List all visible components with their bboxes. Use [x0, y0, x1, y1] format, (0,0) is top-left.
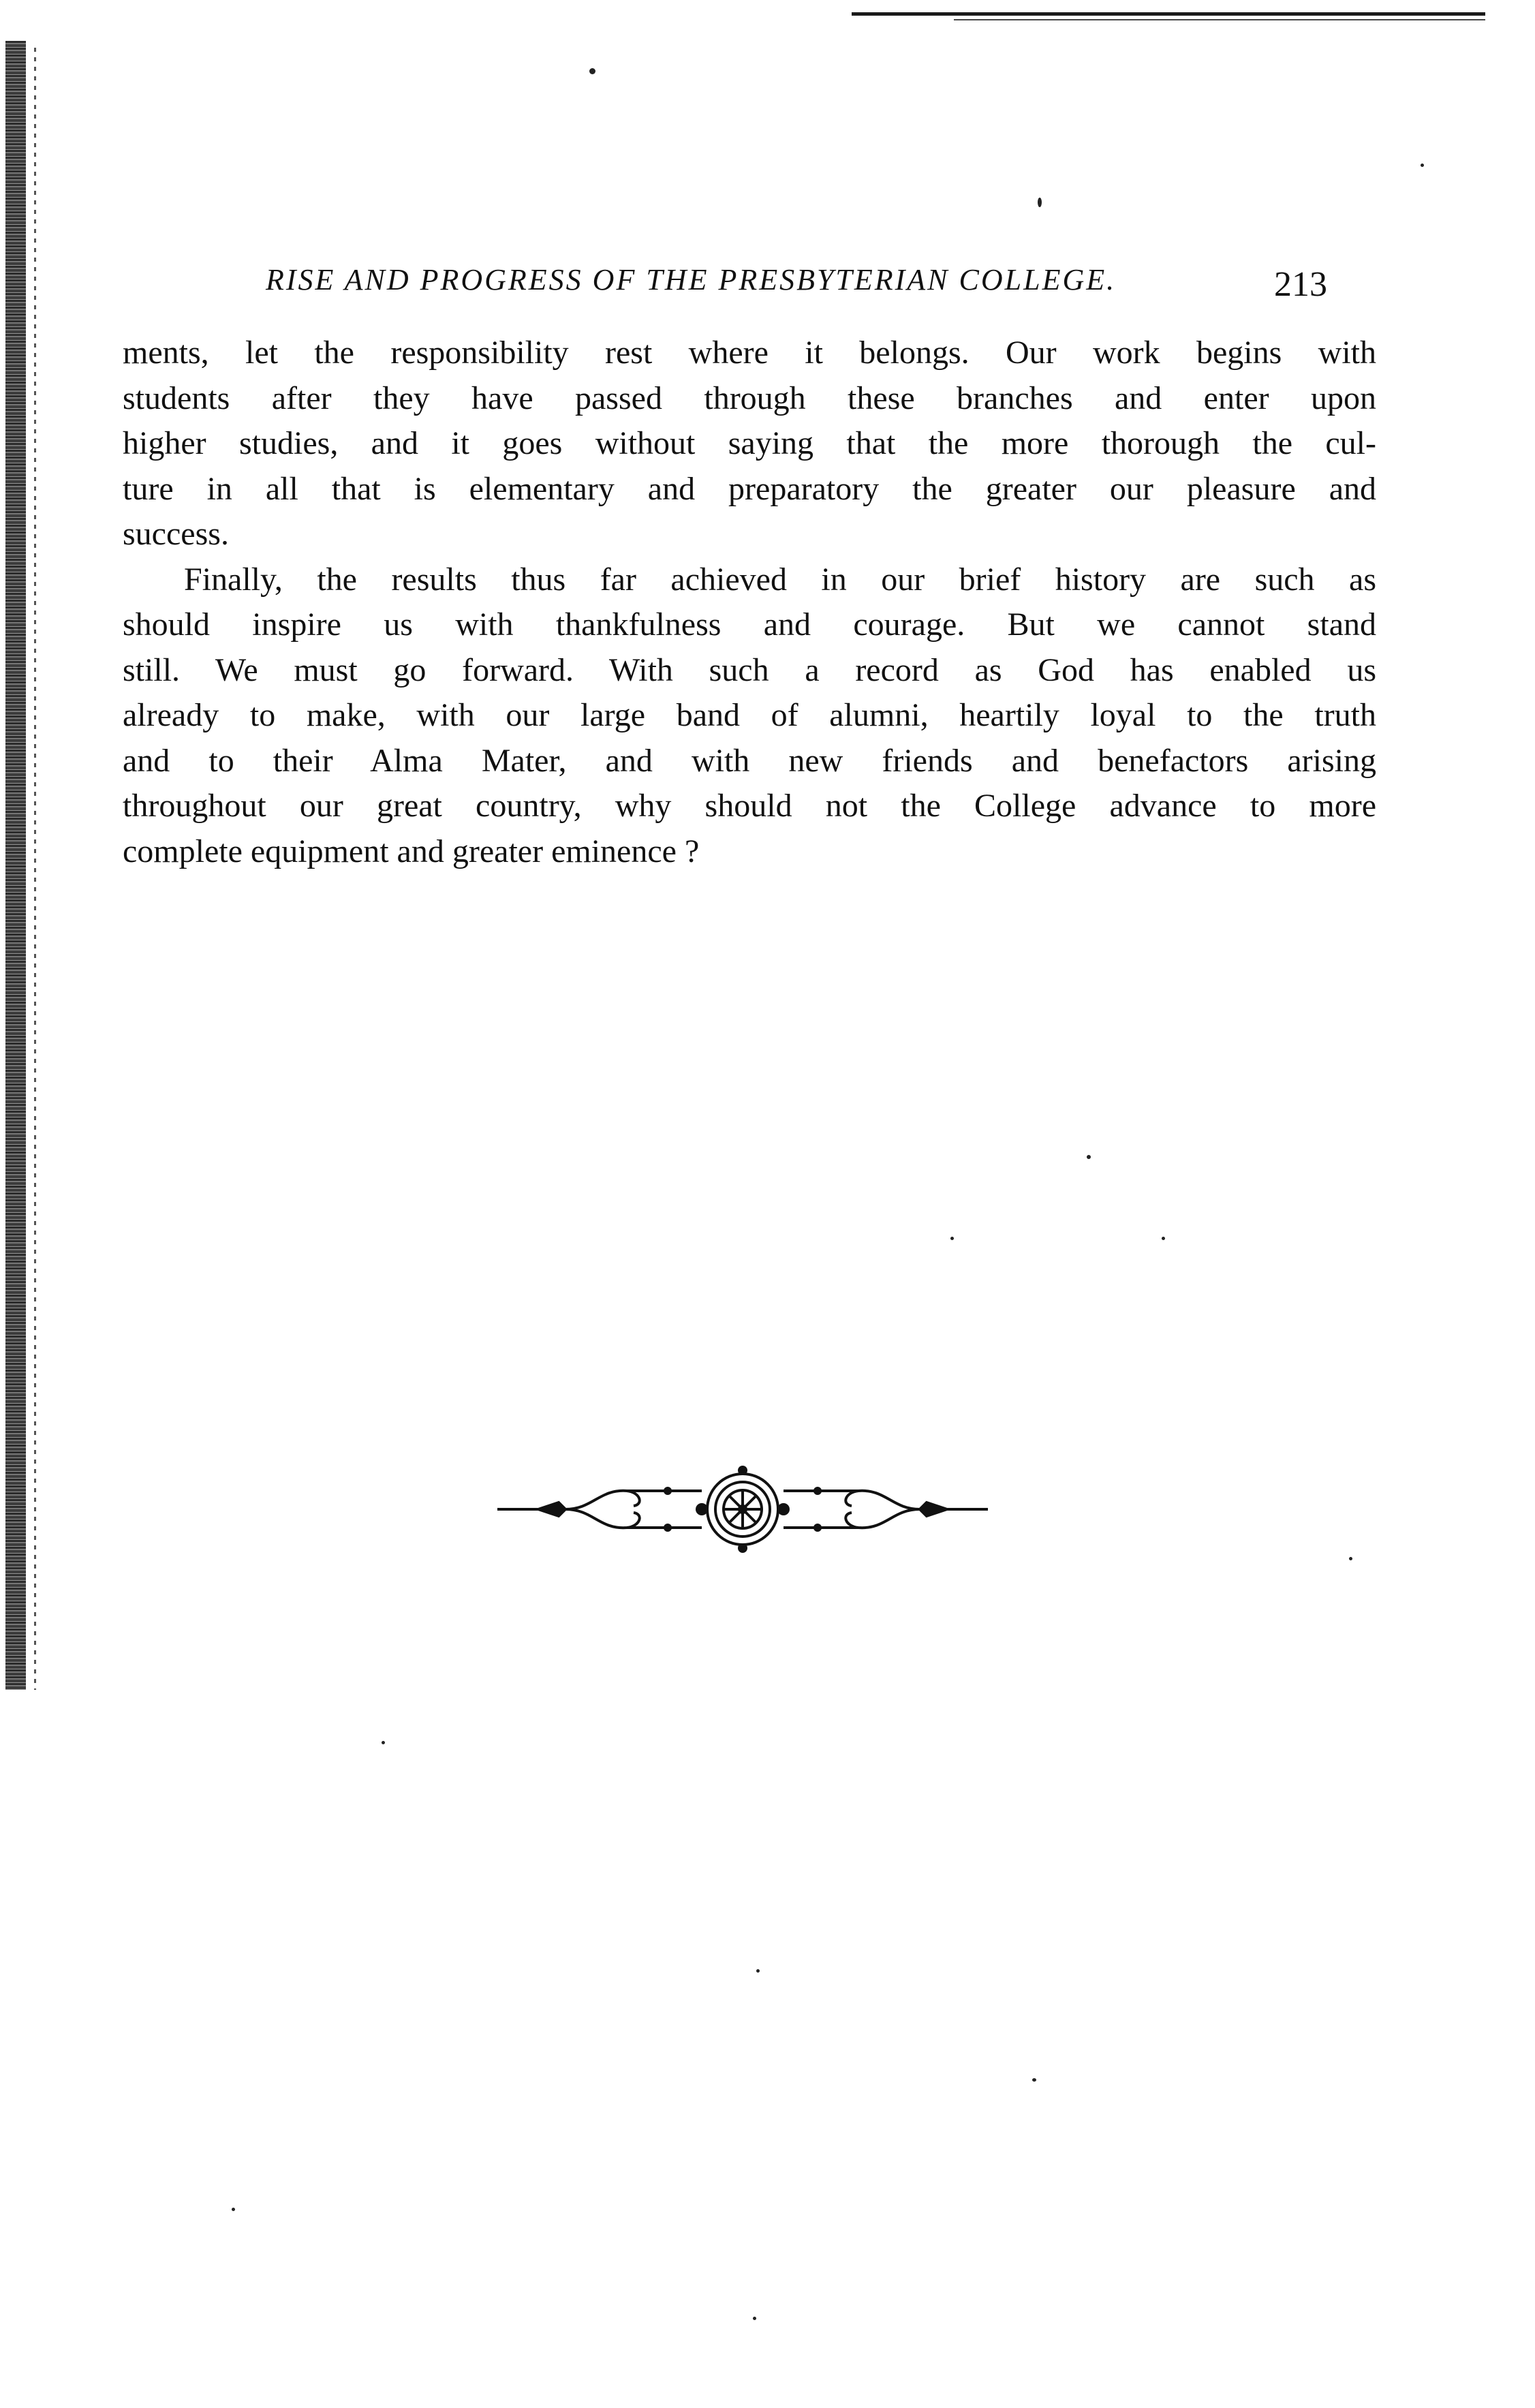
- scan-speck: [589, 68, 595, 74]
- scan-speck: [1162, 1237, 1165, 1240]
- scan-speck: [950, 1237, 954, 1240]
- page-number: 213: [1274, 265, 1327, 304]
- ornamental-tailpiece-icon: [497, 1465, 988, 1554]
- text-line: and to their Alma Mater, and with new friends and benefactors arising: [123, 742, 1376, 779]
- scan-speck: [1038, 198, 1042, 207]
- scan-top-rule-secondary: [954, 19, 1485, 20]
- text-line: complete equipment and greater eminence ?: [123, 833, 700, 869]
- scan-speck: [756, 1969, 760, 1973]
- text-line: ture in all that is elementary and preparatory the greater our pleasure and: [123, 470, 1376, 507]
- scan-speck: [1087, 1155, 1091, 1159]
- text-line: still. We must go forward. With such a record as God has enabled us: [123, 651, 1376, 688]
- text-line: higher studies, and it goes without saying that the more thorough the cul-: [123, 425, 1376, 461]
- scan-speck: [1421, 164, 1424, 167]
- binding-edge: [5, 41, 26, 1690]
- running-head: RISE AND PROGRESS OF THE PRESBYTERIAN COLLEGE.: [266, 263, 1117, 296]
- body-text: [123, 330, 1376, 874]
- text-line: ments, let the responsibility rest where it belongs. Our work begins with: [123, 335, 1376, 371]
- text-line: should inspire us with thankfulness and courage. But we cannot stand: [123, 606, 1376, 643]
- scan-speck: [232, 2208, 235, 2211]
- scan-speck: [1032, 2078, 1036, 2082]
- text-line: success.: [123, 516, 229, 552]
- scan-top-rule: [852, 12, 1485, 16]
- binding-edge-shadow: [34, 48, 36, 1690]
- scan-speck: [382, 1741, 385, 1744]
- text-line: Finally, the results thus far achieved in our brief history are such as: [184, 561, 1376, 598]
- text-line: throughout our great country, why should not the College advance to more: [123, 788, 1376, 824]
- text-line: students after they have passed through these branches and enter upon: [123, 380, 1376, 416]
- scan-speck: [753, 2317, 756, 2320]
- scan-speck: [1349, 1557, 1352, 1560]
- text-line: already to make, with our large band of alumni, heartily loyal to the truth: [123, 697, 1376, 733]
